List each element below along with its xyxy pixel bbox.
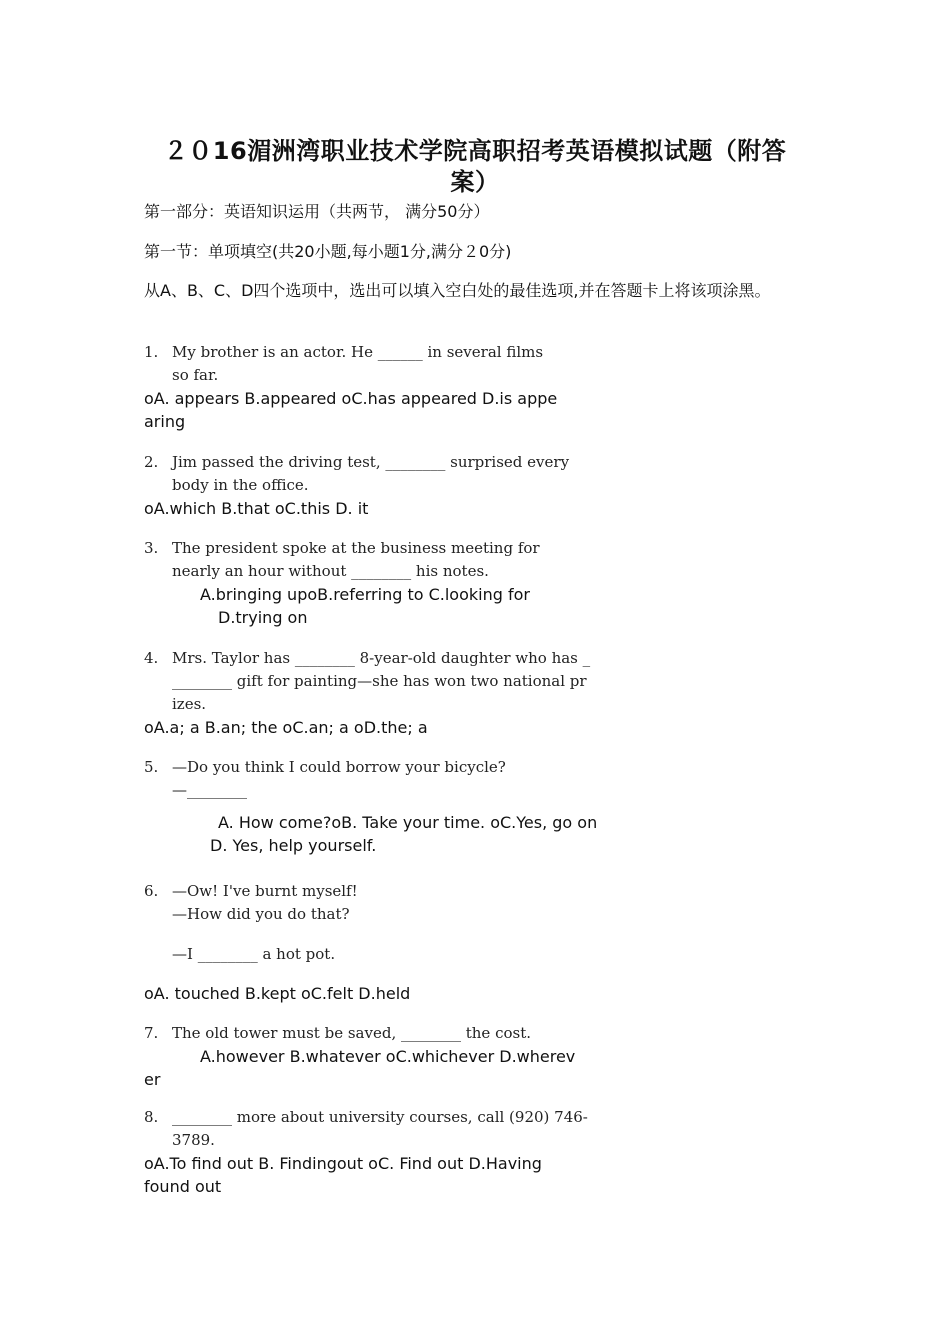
options-line-continued: aring [144,412,186,431]
instructions: 从A、B、C、D四个选项中，选出可以填入空白处的最佳选项,并在答题卡上将该项涂黑。 [144,281,771,300]
question-text-line: The president spoke at the business meeting for [172,539,540,557]
options-line: oA. touched B.kept oC.felt D.held [144,984,411,1003]
question-number: 4. [144,649,159,667]
options-line: oA.a; a B.an; the oC.an; a oD.the; a [144,718,428,737]
question-text [144,647,810,670]
part-heading: 第一部分：英语知识运用（共两节， 满分50分） [144,202,490,221]
question-text [144,1022,810,1045]
question-text-line: The old tower must be saved, ________ the cost. [172,1024,532,1042]
options-line-continued: D. Yes, help yourself. [210,836,377,855]
question-text [144,1106,810,1129]
options-line: A. How come?oB. Take your time. oC.Yes, go on [218,813,598,832]
question-text-continued: izes. [172,695,207,713]
answer-blank-line: —________ [172,781,247,799]
options-line: A.however B.whatever oC.whichever D.wherev [200,1047,576,1066]
question-text-line: Jim passed the driving test, ________ surprised every [172,453,570,471]
question-5 [144,756,810,857]
question-2 [144,451,810,520]
options-line-continued: found out [144,1177,222,1196]
question-number: 5. [144,758,159,776]
question-6 [144,880,810,1005]
question-text-line: —Do you think I could borrow your bicycle? [172,758,506,776]
question-text [144,451,810,474]
page-title [140,136,810,198]
question-text-continued: so far. [172,366,219,384]
question-text-line: ________ more about university courses, call (920) 746- [172,1108,588,1126]
question-number: 3. [144,539,159,557]
question-text [144,756,810,779]
section-heading: 第一节：单项填空(共20小题,每小题1分,满分２0分) [144,242,512,261]
question-number: 8. [144,1108,159,1126]
question-text [144,341,810,364]
options-line: oA.To find out B. Findingout oC. Find out D.Having [144,1154,542,1173]
question-number: 1. [144,343,159,361]
question-text-continued: —I ________ a hot pot. [172,945,336,963]
options-line: oA. appears B.appeared oC.has appeared D.is appe [144,389,558,408]
question-text [144,537,810,560]
options-line: oA.which B.that oC.this D. it [144,499,369,518]
question-text-line: —Ow! I've burnt myself! [172,882,358,900]
question-number: 2. [144,453,159,471]
question-text-continued: nearly an hour without ________ his notes. [172,562,489,580]
question-text-continued: 3789. [172,1131,215,1149]
question-1 [144,341,810,433]
title-line-1: ２０16湄洲湾职业技术学院高职招考英语模拟试题（附答 [163,137,787,165]
question-text-continued: ________ gift for painting—she has won two national pr [172,672,587,690]
question-text-line: Mrs. Taylor has ________ 8-year-old daughter who has _ [172,649,591,667]
question-number: 7. [144,1024,159,1042]
question-text [144,880,810,903]
question-number: 6. [144,882,159,900]
options-line: A.bringing upoB.referring to C.looking for [200,585,530,604]
question-8 [144,1106,810,1198]
options-line-continued: D.trying on [218,608,308,627]
question-4 [144,647,810,739]
question-7 [144,1022,810,1091]
question-text-line: My brother is an actor. He ______ in several films [172,343,544,361]
options-line-continued: er [144,1070,161,1089]
question-text-continued: body in the office. [172,476,309,494]
title-line-2: 案） [450,168,500,196]
question-text-continued: —How did you do that? [172,905,350,923]
question-3 [144,537,810,629]
